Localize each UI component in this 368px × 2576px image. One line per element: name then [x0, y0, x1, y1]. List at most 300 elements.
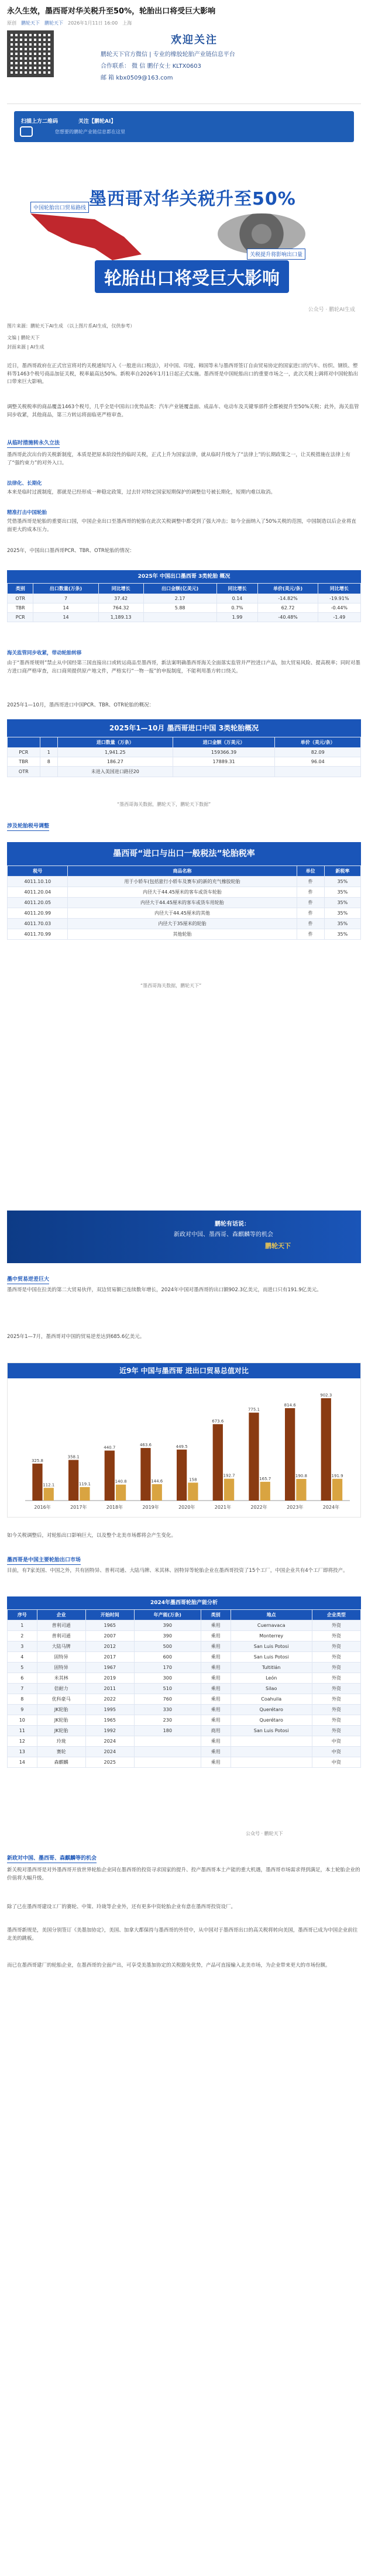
table-cell: PCR [8, 748, 40, 757]
data-label: 165.7 [259, 1476, 271, 1481]
table-cell: 390 [134, 1631, 201, 1642]
section5-paragraph: 如今关税调整后，对轮胎出口影响巨大，以及整个北美市场都将会产生变化。 [7, 1533, 177, 1539]
table-cell: 乘用 [201, 1673, 231, 1684]
chart-bar [32, 1464, 42, 1501]
table-header-cell: 出口金额(亿美元) [143, 584, 216, 594]
table-cell [40, 767, 57, 777]
table-header-cell: 同比增长 [318, 584, 360, 594]
section2-sub: 海关监管同步收紧，带动轮胎转移 [7, 650, 82, 656]
table-cell: 96.04 [275, 757, 361, 767]
table-cell: 乘用 [201, 1642, 231, 1652]
table-row [8, 1684, 361, 1694]
data-label: 192.7 [223, 1473, 235, 1478]
table-mexico-capacity [7, 1609, 361, 1768]
table-cell: 中资 [312, 1747, 360, 1757]
table-cell: -0.44% [318, 604, 360, 613]
table-cell: 1 [40, 748, 57, 757]
table-cell: 1.99 [216, 613, 258, 622]
table-cell: Querétaro [231, 1705, 312, 1715]
table-row [8, 767, 361, 777]
chart-bar [44, 1488, 54, 1501]
section6-paragraph-2: 除了已在墨西哥建设工厂的赛轮、中策、玲珑等企业外，还有更多中资轮胎企业有意在墨西哥投资设厂。 [7, 1904, 236, 1910]
table-cell: 1,941.25 [57, 748, 173, 757]
table-row [8, 613, 361, 622]
table-cell: 外资 [312, 1652, 360, 1663]
table2-note: “墨西哥海关数据，鹏轮天下，鹏轮天下数据” [117, 802, 211, 807]
section1-paragraph-3: 2025年，中国出口墨西哥PCR、TBR、OTR轮胎的情况： [7, 548, 135, 554]
welcome-title: 欢迎关注 [171, 34, 218, 46]
table-cell: -14.82% [258, 594, 318, 604]
table-cell: San Luis Potosi [231, 1642, 312, 1652]
section-heading-6: 新政对中国、墨西哥、森麒麟等的机会 [7, 1854, 97, 1863]
table-row [8, 1642, 361, 1652]
table-cell: 内径大于44.45厘米的客车或货车轮胎 [68, 887, 297, 898]
table-cell: 外资 [312, 1620, 360, 1631]
table-cell [143, 613, 216, 622]
table-cell [231, 1757, 312, 1768]
section1-paragraph-2: 凭借墨西哥是轮胎的重要出口国，中国企业出口至墨西哥的轮胎在此次关税调整中都受到了强大冲击；如今全面纳入了50%关税的范围，中国制造以后企业将直面更大的成本压力。 [7, 519, 356, 533]
table-cell: Cuernavaca [231, 1620, 312, 1631]
x-tick-label: 2016年 [34, 1505, 51, 1510]
table-header-cell: 同比增长 [216, 584, 258, 594]
chart-bar [321, 1398, 331, 1501]
table-header-cell: 同比增长 [98, 584, 143, 594]
table-cell: 14 [33, 613, 98, 622]
table-header-cell: 类别 [8, 584, 33, 594]
hero-headline-1: 墨西哥对华关税升至50% [89, 189, 296, 209]
data-label: 440.7 [104, 1445, 116, 1450]
table-cell: OTR [8, 594, 33, 604]
table-cell: Tultitlán [231, 1663, 312, 1673]
welcome-line-3[interactable]: 邮 箱 kbx0509@163.com [101, 75, 173, 81]
article-meta [7, 20, 132, 26]
table-row [8, 757, 361, 767]
table-cell: 1967 [85, 1663, 134, 1673]
table-cell: 1 [8, 1620, 37, 1631]
table-cell: 玲珑 [37, 1736, 85, 1747]
table-header-cell: 序号 [8, 1610, 37, 1620]
table-cell: 14 [33, 604, 98, 613]
table-row [8, 1694, 361, 1705]
table-cell: 35% [324, 919, 360, 929]
data-label: 190.8 [295, 1473, 307, 1478]
table-header-cell: 出口数量(万条) [33, 584, 98, 594]
table-cell: Monterrey [231, 1631, 312, 1642]
promo-banner-2 [7, 1211, 361, 1263]
promo-scan-text: 扫描上方二维码 [21, 119, 59, 125]
section-heading-4: 墨中贸易逆差巨大 [7, 1275, 49, 1284]
table-cell: 其他轮胎 [68, 929, 297, 940]
table-cell: 330 [134, 1705, 201, 1715]
table-cell: 中资 [312, 1757, 360, 1768]
table-header-cell: 开始时间 [85, 1610, 134, 1620]
welcome-line-2: 合作联系： 微 信 鹏仔女士 KLTX0603 [101, 63, 201, 70]
table-cell: 9 [8, 1705, 37, 1715]
table-cell: 森麒麟 [37, 1757, 85, 1768]
table-cell: 1,189.13 [98, 613, 143, 622]
table-cell: 件 [297, 908, 324, 919]
table-cell: 230 [134, 1715, 201, 1726]
author-link[interactable]: 鹏轮天下 [21, 20, 40, 26]
table3-note: “墨西哥海关数据，鹏轮天下” [140, 983, 202, 988]
table-cell: 外资 [312, 1663, 360, 1673]
table-cell: 商用 [201, 1726, 231, 1736]
table-tariff-codes [7, 865, 361, 940]
table-row [8, 908, 361, 919]
table-cell: 乘用 [201, 1620, 231, 1631]
table-cell: 170 [134, 1663, 201, 1673]
original-tag: 原创 [7, 20, 16, 26]
publish-location: 上海 [122, 20, 132, 26]
table-row [8, 898, 361, 908]
table-cell: 2024 [85, 1736, 134, 1747]
table-cell [173, 767, 275, 777]
table-cell: 300 [134, 1673, 201, 1684]
table-cell: 4011.10.10 [8, 877, 68, 887]
welcome-line-1: 鹏轮天下官方微信 | 专业的橡胶轮胎产业链信息平台 [101, 51, 235, 58]
chart-bar [105, 1451, 115, 1501]
table-cell: 倍耐力 [37, 1684, 85, 1694]
x-tick-label: 2023年 [287, 1505, 304, 1510]
table-header-cell [40, 737, 57, 748]
table-cell: 外资 [312, 1705, 360, 1715]
data-label: 463.6 [139, 1443, 152, 1448]
table-row [8, 919, 361, 929]
chart-bar [68, 1460, 78, 1501]
table-cell: 外资 [312, 1684, 360, 1694]
table-header-cell: 单价（美元/条） [275, 737, 361, 748]
table-cell: 35% [324, 908, 360, 919]
mexico-map-icon [25, 208, 153, 266]
x-tick-label: 2017年 [70, 1505, 87, 1510]
section-heading-3: 涉及轮胎税号调整 [7, 822, 49, 831]
table-row [8, 1726, 361, 1736]
chart-bar [249, 1413, 259, 1501]
table-cell: 510 [134, 1684, 201, 1694]
table-cell: 10 [8, 1715, 37, 1726]
data-label: 814.6 [284, 1402, 296, 1408]
data-label: 140.8 [115, 1479, 127, 1484]
chart-bar [140, 1448, 150, 1501]
table4-note: 公众号 · 鹏轮天下 [246, 1831, 283, 1836]
data-label: 119.1 [78, 1481, 91, 1487]
x-tick-label: 2022年 [250, 1505, 267, 1510]
table-row [8, 1673, 361, 1684]
table-cell: 82.09 [275, 748, 361, 757]
table-cell: León [231, 1673, 312, 1684]
table-cell: 内径大于44.45厘米的客车或货车用轮胎 [68, 898, 297, 908]
table-cell: 2024 [85, 1747, 134, 1757]
table-cell: 用于小轿车(包括旅行小轿车及赛车)的新的充气橡胶轮胎 [68, 877, 297, 887]
table-cell: 普利司通 [37, 1631, 85, 1642]
data-label: 902.3 [320, 1392, 332, 1398]
table-row [8, 1757, 361, 1768]
table-cell: 6 [8, 1673, 37, 1684]
table-cell: -19.91% [318, 594, 360, 604]
table-cell: 390 [134, 1620, 201, 1631]
chart-bar [296, 1479, 306, 1501]
chart-bar [332, 1479, 342, 1501]
table-cell: 固特异 [37, 1652, 85, 1663]
table-cell: Querétaro [231, 1715, 312, 1726]
table-cell: 内径大于44.45厘米的其他 [68, 908, 297, 919]
section1-paragraph: 墨西哥此次出台的关税新制度，本质是把原本阶段性的临时关税，正式上升为国家法律，就从临时升级为了“法律上”的长期政策之一，让关税措施在法律上有了“强约束力”的对外入口。 [7, 452, 350, 466]
table-header-cell: 进口数量（万条） [57, 737, 173, 748]
table-cell: 62.72 [258, 604, 318, 613]
table-cell: 2012 [85, 1642, 134, 1652]
table-cell: 7 [8, 1684, 37, 1694]
table-header-cell: 企业类型 [312, 1610, 360, 1620]
table-cell: 500 [134, 1642, 201, 1652]
table-cell: 5.88 [143, 604, 216, 613]
table-cell: 大陆马牌 [37, 1642, 85, 1652]
x-tick-label: 2019年 [142, 1505, 159, 1510]
table-cell: 2025 [85, 1757, 134, 1768]
table-row [8, 1747, 361, 1757]
table-cell: 乘用 [201, 1715, 231, 1726]
table-cell: 37.42 [98, 594, 143, 604]
banner2-line-1: 鹏轮有话说： [215, 1221, 250, 1227]
data-label: 449.5 [176, 1444, 188, 1449]
chart-bar [177, 1450, 187, 1501]
table-cell: 180 [134, 1726, 201, 1736]
table-row [8, 1663, 361, 1673]
chart-bar [188, 1482, 198, 1501]
table-cell: 4011.70.03 [8, 919, 68, 929]
section6-paragraph-3: 墨西哥新规是，美国分别签订《美墨加协定》，美国、加拿大都保持与墨西哥的外贸中，从中国对于墨西哥出口的高关税将转向美国，墨西哥已成为中国企业前往北美的跳板。 [7, 1927, 358, 1942]
table-cell: 固特异 [37, 1663, 85, 1673]
table-row [8, 1652, 361, 1663]
data-label: 191.9 [331, 1473, 343, 1478]
table-row [8, 1631, 361, 1642]
table-cell: 2017 [85, 1652, 134, 1663]
map-label: 中国轮胎出口贸易路线 [30, 202, 89, 213]
table-cell: 2022 [85, 1694, 134, 1705]
table-cell: 35% [324, 887, 360, 898]
table-cell: 0.14 [216, 594, 258, 604]
table-cell: 8 [40, 757, 57, 767]
table-cell: JK轮胎 [37, 1705, 85, 1715]
table-cell: Coahuila [231, 1694, 312, 1705]
table-header-cell: 企业 [37, 1610, 85, 1620]
table-cell: 35% [324, 898, 360, 908]
section6-paragraph-4: 而已在墨西哥建厂的轮胎企业，在墨西哥的全面产出，可享受美墨加协定的关税豁免优势，产品可直接输入北美市场，为企业带来更大的市场份额。 [7, 1963, 331, 1968]
table-header-cell: 单价(美元/条) [258, 584, 318, 594]
table-cell: 件 [297, 919, 324, 929]
table-cell: 乘用 [201, 1631, 231, 1642]
table-cell: 外资 [312, 1694, 360, 1705]
chart-bar [80, 1487, 90, 1501]
table-cell: 优科豪马 [37, 1694, 85, 1705]
data-label: 358.1 [67, 1454, 80, 1460]
promo-banner[interactable] [14, 111, 354, 142]
section2-paragraph: 由于“墨西哥规则”禁止从中国经第三国直接出口或转运商品至墨西哥，新法案明确墨西哥海关全面落实监管并严控进口产品，加大贸易风险、提高税率；同时对墨方进口商严格审查，出口商须提供原产地文件，严格实行“一物一报”的申报制度，不能利用墨方转口绕关。 [7, 660, 360, 674]
table-header-cell: 进口金额（万美元） [173, 737, 275, 748]
section1-sub2: 精准打击中国轮胎 [7, 510, 47, 516]
x-tick-label: 2021年 [214, 1505, 232, 1510]
table-cell: 159366.39 [173, 748, 275, 757]
table-cell: 8 [8, 1694, 37, 1705]
table-cell: 3 [8, 1642, 37, 1652]
table-row [8, 594, 361, 604]
table-cell: 件 [297, 898, 324, 908]
table3-title: 墨西哥“进口与出口一般税法”轮胎税率 [7, 842, 361, 865]
table-row [8, 887, 361, 898]
chart-bar [285, 1408, 295, 1501]
data-label: 158 [189, 1477, 197, 1482]
account-link[interactable]: 鹏轮天下 [44, 20, 63, 26]
x-tick-label: 2024年 [322, 1505, 340, 1510]
table-row [8, 1715, 361, 1726]
table-cell: 764.32 [98, 604, 143, 613]
table-cell: 乘用 [201, 1705, 231, 1715]
table-cell: TBR [8, 757, 40, 767]
data-label: 673.6 [212, 1419, 224, 1424]
table-cell [231, 1736, 312, 1747]
table-cell: San Luis Potosi [231, 1652, 312, 1663]
trade-chart [7, 1363, 361, 1518]
chart-bar [260, 1482, 270, 1501]
table-cell: 5 [8, 1663, 37, 1673]
chart-bar [213, 1424, 223, 1501]
chart-bar [224, 1479, 234, 1501]
table-row [8, 877, 361, 887]
table-row [8, 748, 361, 757]
table-cell: 件 [297, 929, 324, 940]
section4-paragraph: 墨西哥是中国在拉美的第二大贸易伙伴，双边贸易额已连续数年增长，2024年中国对墨西哥的出口额902.3亿美元，而进口只有191.9亿美元。 [7, 1287, 322, 1293]
table-cell: 乘用 [201, 1663, 231, 1673]
table-cell: 外资 [312, 1726, 360, 1736]
data-label: 775.1 [247, 1407, 260, 1412]
section-heading-1: 从临时措施转永久立法 [7, 439, 60, 448]
publish-datetime: 2026年1月11日 16:00 [68, 20, 118, 26]
table-cell: 12 [8, 1736, 37, 1747]
data-label: 325.8 [31, 1458, 43, 1463]
chart-bar [152, 1484, 162, 1501]
section6-paragraph: 新关税对墨西哥是对外墨西哥开放世界轮胎企业同在墨西哥的投资寻求国家的提升、投产墨西哥本土产能的重大机遇，墨西哥市场需求得到满足，本土轮胎企业的价值将大幅升级。 [7, 1867, 360, 1881]
table-cell: 2 [8, 1631, 37, 1642]
table-cell: 外资 [312, 1642, 360, 1652]
table-cell: 4011.20.99 [8, 908, 68, 919]
table-cell: 35% [324, 929, 360, 940]
table-cell: 1965 [85, 1620, 134, 1631]
tyre-label: 关税提升将影响出口量 [247, 249, 305, 260]
chart-title: 近9年 中国与墨西哥 进出口贸易总值对比 [8, 1363, 360, 1378]
table-header-cell: 单位 [297, 866, 324, 877]
table-header-cell: 地点 [231, 1610, 312, 1620]
table-header-cell: 商品名称 [68, 866, 297, 877]
table-cell [134, 1747, 201, 1757]
section2-paragraph-2: 2025年1—10月，墨西哥进口中国PCR、TBR、OTR轮胎的概况： [7, 702, 154, 708]
table-cell: 件 [297, 887, 324, 898]
table-cell: 600 [134, 1652, 201, 1663]
chart-bar [116, 1485, 126, 1501]
table-cell: JK轮胎 [37, 1726, 85, 1736]
article-title: 永久生效，墨西哥对华关税升至50%，轮胎出口将受巨大影响 [7, 7, 216, 16]
table-cell: 7 [33, 594, 98, 604]
robot-icon [20, 126, 33, 137]
chart-svg [8, 1378, 362, 1518]
hero-image [7, 149, 361, 320]
table-cell: 186.27 [57, 757, 173, 767]
table-cell: 760 [134, 1694, 201, 1705]
table-cell: 乘用 [201, 1652, 231, 1663]
banner2-line-3: 鹏轮天下 [265, 1242, 291, 1250]
table-cell [134, 1757, 201, 1768]
writer-line: 文编 | 鹏轮天下 [7, 335, 40, 340]
table-cell: 1992 [85, 1726, 134, 1736]
table-cell: -1.49 [318, 613, 360, 622]
table-cell: -40.48% [258, 613, 318, 622]
table-cell: 1965 [85, 1715, 134, 1726]
table-cell: Silao [231, 1684, 312, 1694]
table-cell: San Luis Potosi [231, 1726, 312, 1736]
table-cell: 4011.20.05 [8, 898, 68, 908]
table-cell: 乘用 [201, 1757, 231, 1768]
table-cell: 赛轮 [37, 1747, 85, 1757]
table-row [8, 929, 361, 940]
table-cell: 14 [8, 1757, 37, 1768]
section4-paragraph-2: 2025年1—7月，墨西哥对中国的贸易逆差达到685.6亿美元。 [7, 1334, 145, 1340]
section5-paragraph-2: 目前，有7家美国、中国之外，共有固特异、普利司通、大陆马牌、米其林、固特异等轮胎企业在墨西哥投资了15个工厂，中国企业共有4个工厂即将投产。 [7, 1568, 348, 1574]
intro-paragraph: 近日，墨西哥政府在正式官宣将对约关税通知写入《一般进出口税法》，对中国、印度、韩国等未与墨西哥签订自由贸易协定的国家进口的汽车、纺织、钢铁、塑料等1463个税号商品加征关税，税率最高达50%。新税率自2026年1月1日起正式实施。墨西哥是中国轮胎出口的重要市场之一，此次关税上调将对中国轮胎出口带来巨大影响。 [7, 363, 358, 385]
table-cell: 内径大于35厘米的轮胎 [68, 919, 297, 929]
banner2-line-2: 新政对中国、墨西哥、森麒麟等的机会 [174, 1232, 273, 1238]
table-cell: 2007 [85, 1631, 134, 1642]
table4-title: 2024年墨西哥轮胎产能分析 [7, 1596, 361, 1609]
data-label: 112.1 [43, 1482, 55, 1488]
table-cell: 2.17 [143, 594, 216, 604]
table2-title: 2025年1—10月 墨西哥进口中国 3类轮胎概况 [7, 719, 361, 737]
table-cell: 4011.20.04 [8, 887, 68, 898]
table-cell: 普利司通 [37, 1620, 85, 1631]
table-mexico-import [7, 737, 361, 777]
section1-paragraph-1: 本来是临时过渡制度，那就是已经形成一种稳定政策，过去针对特定国家短期保护的调整信号被长期化，短期内难以取消。 [7, 489, 276, 495]
table-cell: 米其林 [37, 1673, 85, 1684]
table-cell: 乘用 [201, 1736, 231, 1747]
table-cell: 13 [8, 1747, 37, 1757]
x-tick-label: 2020年 [178, 1505, 195, 1510]
table-row [8, 1620, 361, 1631]
hero-headline-2: 轮胎出口将受巨大影响 [95, 260, 289, 293]
image-credit: 图片来源：鹏轮天下AI生成 （以上图片系AI生成，仅供参考） [7, 323, 135, 329]
table-cell: 中资 [312, 1736, 360, 1747]
table-cell: 0.7% [216, 604, 258, 613]
table-cell: 件 [297, 877, 324, 887]
table1-title: 2025年 中国出口墨西哥 3类轮胎 概况 [7, 570, 361, 583]
table-cell: 17889.31 [173, 757, 275, 767]
table-cell: PCR [8, 613, 33, 622]
table-row [8, 604, 361, 613]
table-cell: TBR [8, 604, 33, 613]
table-cell: 4011.70.99 [8, 929, 68, 940]
section1-sub1: 法律化、长期化 [7, 481, 42, 487]
x-tick-label: 2018年 [106, 1505, 123, 1510]
table-row [8, 1736, 361, 1747]
table-cell: 乘用 [201, 1684, 231, 1694]
table-header-cell: 新税率 [324, 866, 360, 877]
table-cell [231, 1747, 312, 1757]
table-cell: 11 [8, 1726, 37, 1736]
table-header-cell: 年产能(万条) [134, 1610, 201, 1620]
table-row [8, 1705, 361, 1715]
table-cell: 2019 [85, 1673, 134, 1684]
table-header-cell: 类别 [201, 1610, 231, 1620]
table-cell: 外资 [312, 1715, 360, 1726]
welcome-card [7, 28, 361, 104]
table-cell: 4 [8, 1652, 37, 1663]
table-cell: JK轮胎 [37, 1715, 85, 1726]
